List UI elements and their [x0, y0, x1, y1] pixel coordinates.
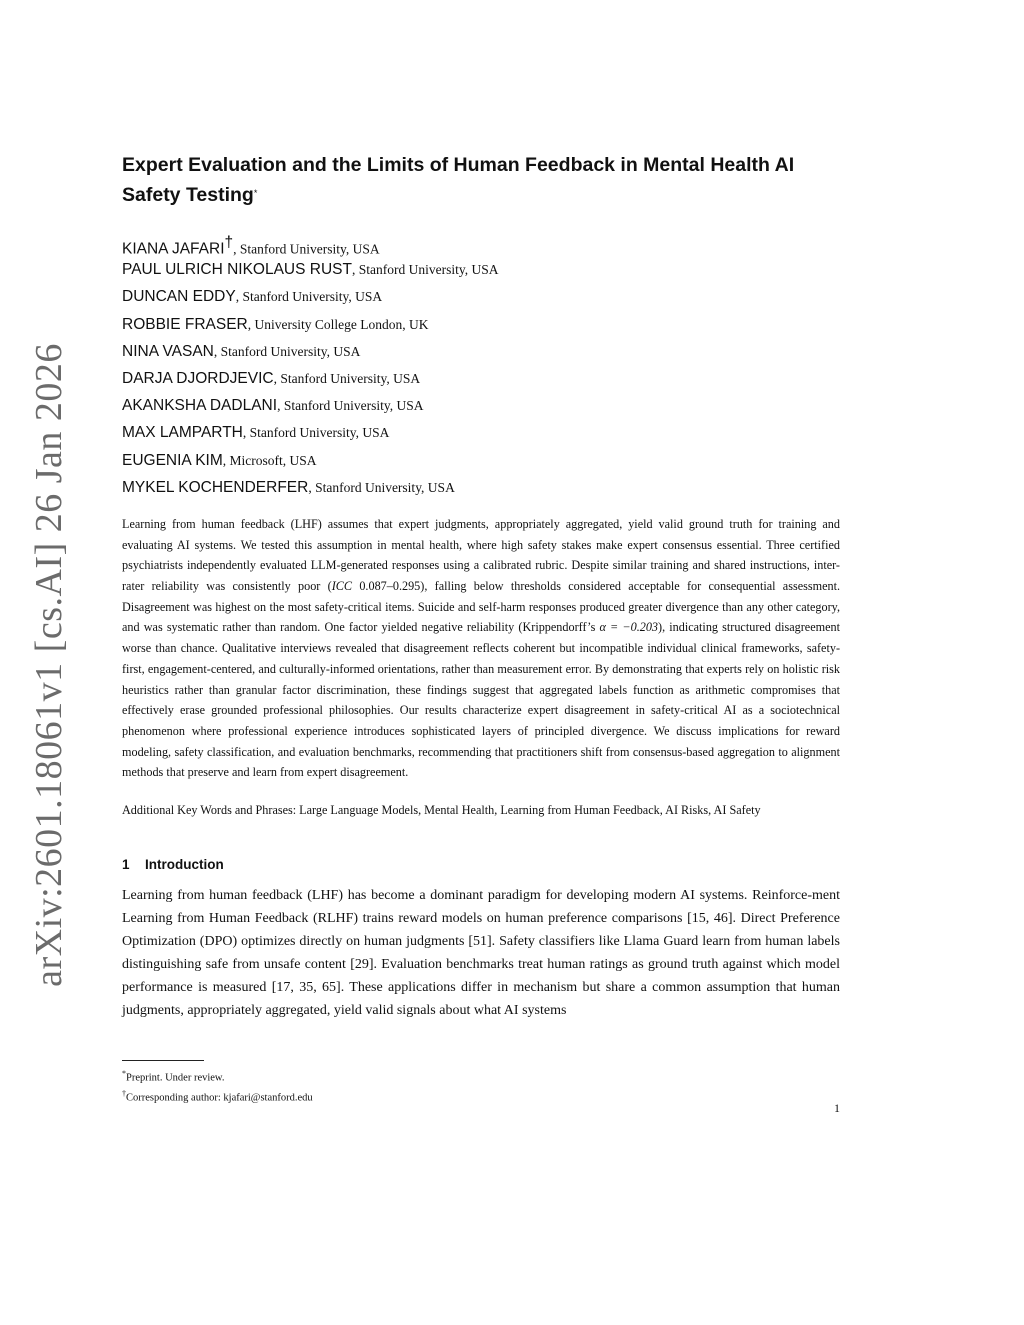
alpha-expression: α = −0.203 [599, 620, 659, 635]
author-name: MYKEL KOCHENDERFER [122, 478, 309, 496]
arxiv-identifier-text: arXiv:2601.18061v1 [cs.AI] 26 Jan 2026 [28, 343, 71, 987]
keywords: Additional Key Words and Phrases: Large Language Models, Mental Health, Learning from Human Feedback, AI Risks, AI Safety [122, 803, 761, 818]
author-entry [122, 419, 840, 446]
author-name: AKANKSHA DADLANI [122, 397, 278, 415]
author-entry [122, 365, 840, 392]
author-affiliation: , Stanford University, USA [308, 479, 455, 495]
footnote-divider [122, 1060, 204, 1061]
footnote-item [122, 1066, 313, 1086]
author-affiliation: , Stanford University, USA [273, 370, 421, 386]
author-affiliation: , Stanford University, USA [233, 241, 380, 257]
author-name: EUGENIA KIM [122, 451, 223, 469]
section-heading-introduction [122, 855, 840, 875]
footnotes [122, 1066, 313, 1105]
paper-page [122, 150, 840, 1022]
author-entry [122, 447, 840, 474]
author-entry [122, 474, 840, 501]
abstract [122, 514, 840, 783]
author-name: ROBBIE FRASER [122, 315, 248, 333]
abstract-text-2: 0.087–0.295), falling below thresholds considered acceptable for consequential assessment. Disagreement was highest on the most safety-critical items. Suicide and self-harm responses produced greater divergence than any other category, and was systematic rather than random. One factor yielded negative reliability (Krippendorff’s [122, 578, 841, 635]
author-name: DARJA DJORDJEVIC [122, 369, 274, 387]
author-name: PAUL ULRICH NIKOLAUS RUST [122, 261, 352, 279]
author-list [122, 229, 840, 501]
paper-title [122, 150, 840, 210]
section-number: 1 [122, 857, 130, 873]
introduction-paragraph: Learning from human feedback (LHF) has become a dominant paradigm for developing modern AI systems. Reinforce-ment Learning from Human Feedback (RLHF) trains reward models on human preference comparisons [15, 46]. Direct Preference Optimization (DPO) optimizes directly on human judgments [51]. Safety classifiers like Llama Guard learn from human labels distinguishing safe from unsafe content [29]. Evaluation benchmarks treat human ratings as ground truth against which model performance is measured [17, 35, 65]. These applications differ in mechanism but share a common assumption that human judgments, appropriately aggregated, yield valid signals about what AI systems [122, 888, 840, 1019]
author-affiliation: , Stanford University, USA [213, 343, 361, 359]
author-entry [122, 311, 840, 338]
author-name: MAX LAMPARTH [122, 424, 243, 442]
author-affiliation: , Stanford University, USA [277, 398, 424, 414]
title-footnote-mark: * [253, 188, 258, 198]
footnote-text: Corresponding author: kjafari@stanford.edu [126, 1092, 313, 1103]
author-entry [122, 283, 840, 310]
icc-symbol: ICC [331, 578, 353, 593]
footnote-text: Preprint. Under review. [126, 1072, 225, 1084]
author-name: NINA VASAN [122, 342, 214, 360]
footnote-mark: † [122, 1088, 126, 1098]
paper-title-text: Expert Evaluation and the Limits of Human Feedback in Mental Health AI Safety Testing [122, 154, 795, 206]
author-affiliation: , Stanford University, USA [235, 289, 383, 305]
author-name: DUNCAN EDDY [122, 288, 236, 306]
author-entry [122, 256, 840, 283]
footnote-item [122, 1086, 313, 1106]
author-affiliation: , University College London, UK [247, 316, 429, 332]
abstract-text-3: ), indicating structured disagreement worse than chance. Qualitative interviews revealed that disagreement reflects coherent but incompatible individual clinical frameworks, safety-first, engagement-centered, and culturally-informed orientations, rather than measurement error. By demonstrating that experts rely on holistic risk heuristics rather than granular factor discrimination, these findings suggest that aggregated labels function as arithmetic compromises that effectively erase grounded professional philosophies. Our results characterize expert disagreement in safety-critical AI as a sociotechnical phenomenon where professional experience introduces sophisticated layers of principled divergence. We discuss implications for reward modeling, safety classification, and evaluation benchmarks, recommending that practitioners shift from consensus-based aggregation to alignment methods that preserve and learn from expert disagreement. [122, 620, 840, 780]
author-affiliation: , Stanford University, USA [351, 262, 499, 278]
footnote-mark: * [122, 1069, 126, 1078]
author-entry [122, 338, 840, 365]
section-title: Introduction [145, 857, 224, 873]
arxiv-identifier-stamp [19, 343, 79, 987]
author-name: KIANA JAFARI [122, 240, 225, 258]
author-affiliation: , Microsoft, USA [222, 452, 317, 468]
abstract-text-1: Learning from human feedback (LHF) assumes that expert judgments, appropriately aggregated, yield valid ground truth for training and evaluating AI systems. We tested this assumption in mental health, where high safety stakes make expert consensus essential. Three certified psychiatrists independently evaluated LLM-generated responses using a calibrated rubric. Despite similar training and shared instructions, inter-rater reliability was consistently poor ( [122, 516, 840, 593]
author-entry [122, 392, 840, 419]
author-entry [122, 229, 840, 256]
author-mark: † [224, 234, 234, 251]
page-number: 1 [834, 1101, 840, 1115]
author-affiliation: , Stanford University, USA [242, 425, 390, 441]
